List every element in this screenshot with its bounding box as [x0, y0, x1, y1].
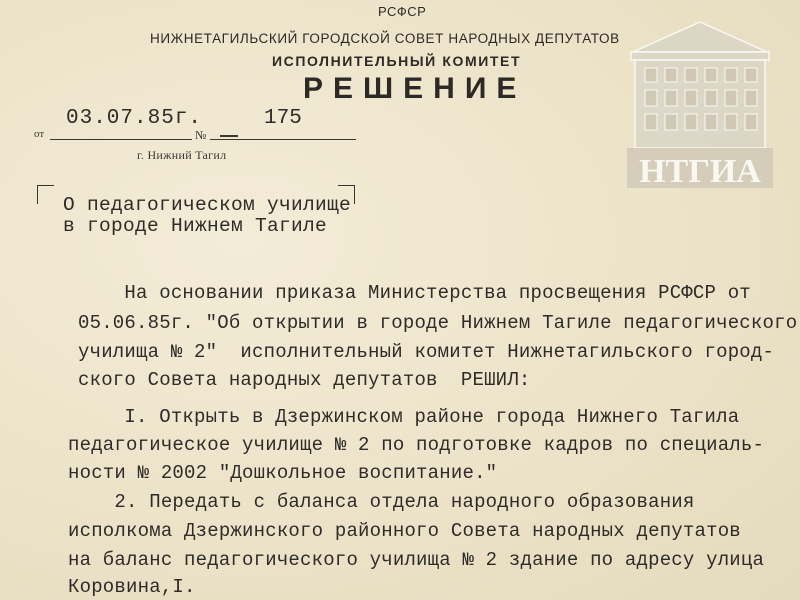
document-title: РЕШЕНИЕ	[303, 72, 527, 105]
body-line: ности № 2002 "Дошкольное воспитание."	[68, 462, 498, 484]
number-label: №	[195, 128, 207, 142]
watermark-text: НТГИА	[639, 153, 761, 188]
body-line: I. Открыть в Дзержинском районе города Нижнего Тагила	[78, 406, 740, 428]
archive-logo-icon	[625, 18, 775, 188]
subject-line-2: в городе Нижнем Тагиле	[63, 215, 328, 237]
number-line	[210, 139, 356, 140]
from-label: от	[34, 128, 45, 140]
body-line: училища № 2" исполнительный комитет Нижнетагильского город-	[78, 341, 775, 363]
body-line: 2. Передать с баланса отдела народного образования	[68, 491, 695, 513]
header-council: НИЖНЕТАГИЛЬСКИЙ ГОРОДСКОЙ СОВЕТ НАРОДНЫХ ДЕПУТАТОВ	[150, 31, 620, 46]
number-dash	[220, 135, 238, 137]
body-line: на баланс педагогического училища № 2 здание по адресу улица	[68, 549, 765, 571]
body-line: Коровина,I.	[68, 576, 196, 598]
subject-bracket-left	[37, 185, 54, 204]
city-label: г. Нижний Тагил	[137, 148, 227, 162]
body-line: педагогическое училище № 2 по подготовке кадров по специаль-	[68, 434, 765, 456]
subject-line-1: О педагогическом училище	[63, 194, 352, 216]
body-line: На основании приказа Министерства просвещения РСФСР от	[78, 282, 751, 304]
body-line: 05.06.85г. "Об открытии в городе Нижнем Тагиле педагогического	[78, 312, 798, 334]
header-committee: ИСПОЛНИТЕЛЬНЫЙ КОМИТЕТ	[272, 53, 522, 69]
body-line: ского Совета народных депутатов РЕШИЛ:	[78, 369, 531, 391]
body-line: исполкома Дзержинского районного Совета народных депутатов	[68, 520, 741, 542]
document-number: 175	[264, 107, 302, 130]
header-rsfsr: РСФСР	[378, 4, 427, 19]
date-line	[50, 139, 192, 140]
document-date: 03.07.85г.	[66, 107, 203, 130]
